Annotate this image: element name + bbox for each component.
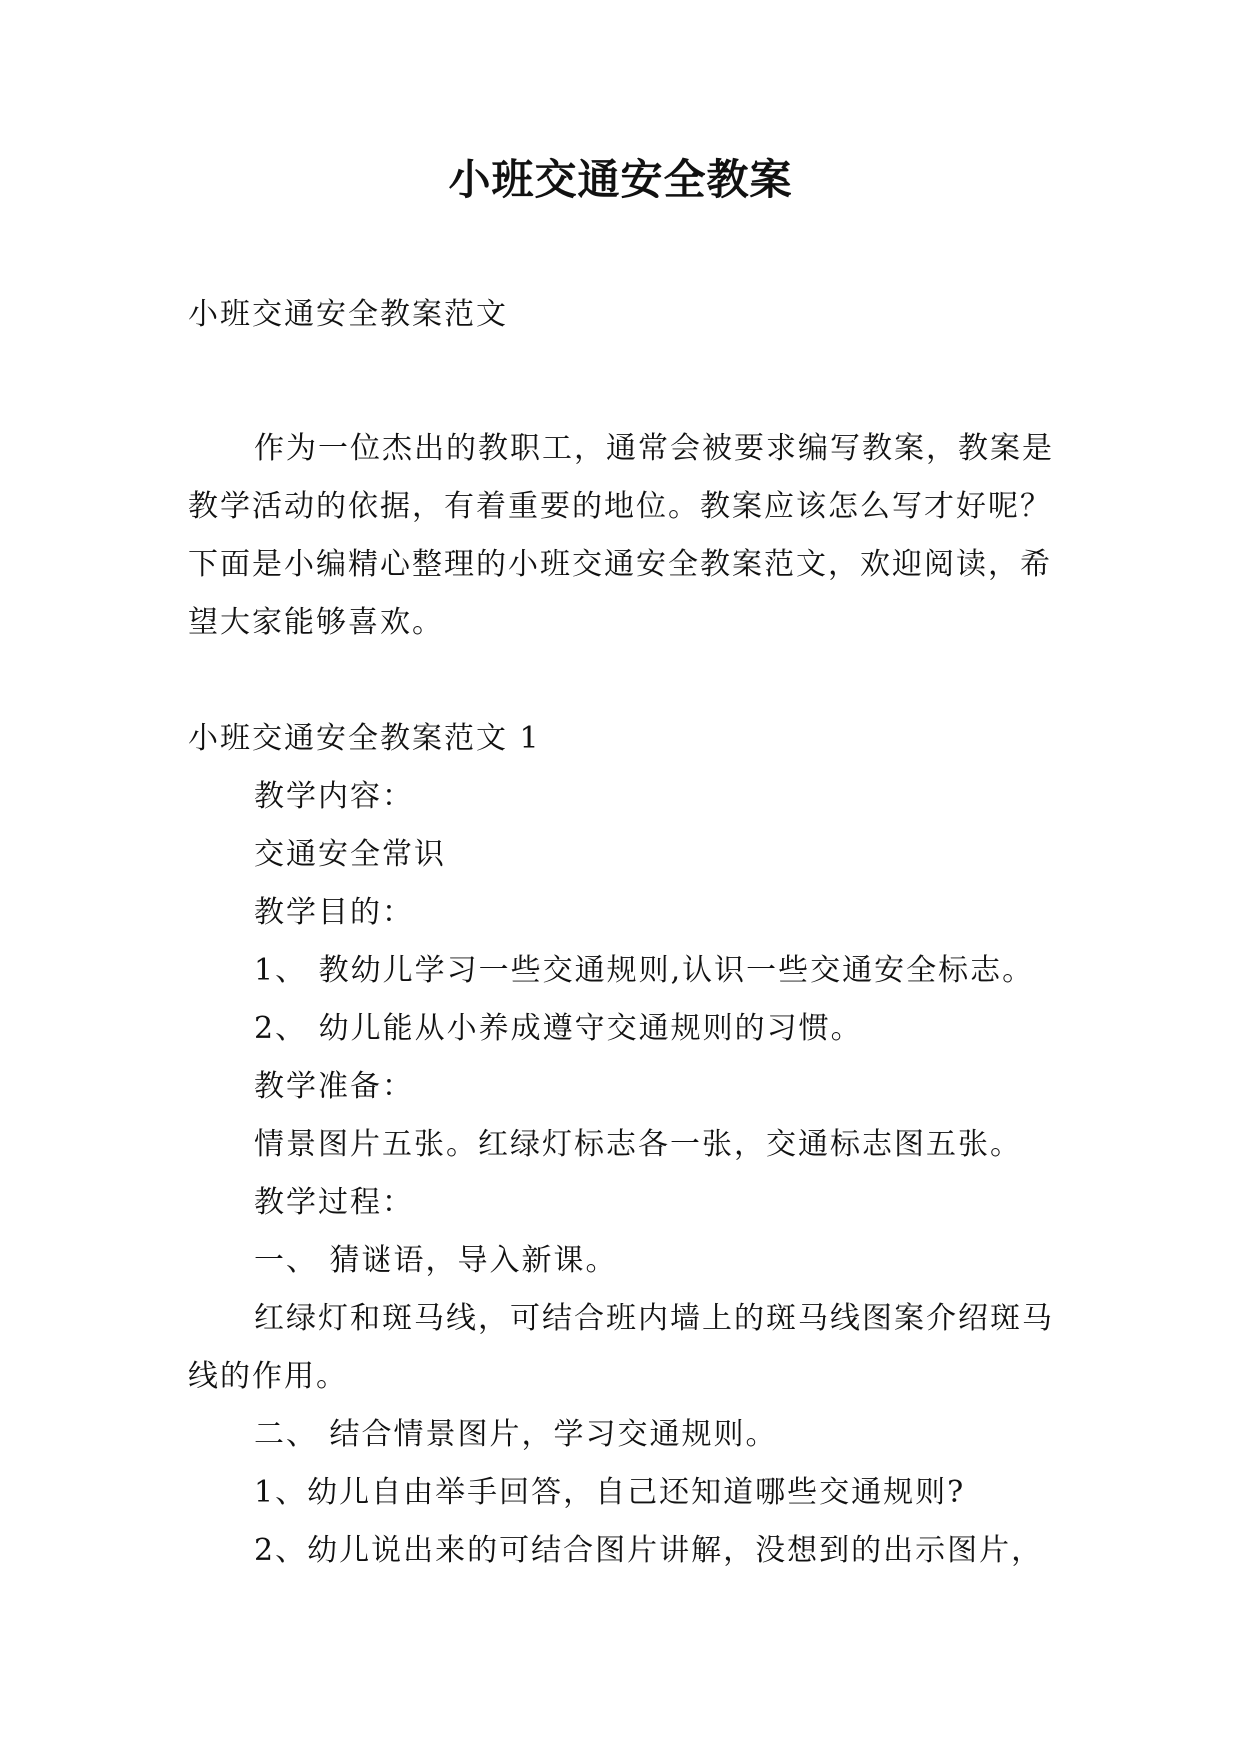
step-1-detail: 红绿灯和斑马线，可结合班内墙上的斑马线图案介绍斑马线的作用。 (188, 1301, 1054, 1394)
content-label: 教学内容： (254, 779, 414, 814)
step-2-item-2: 2、幼儿说出来的可结合图片讲解，没想到的出示图片， (254, 1533, 1044, 1568)
goal-label: 教学目的： (254, 895, 414, 930)
content-value: 交通安全常识 (254, 837, 446, 872)
process-label: 教学过程： (254, 1185, 414, 1220)
document-subtitle: 小班交通安全教案范文 (188, 297, 508, 332)
goal-item-2: 2、 幼儿能从小养成遵守交通规则的习惯。 (254, 1011, 863, 1046)
intro-paragraph: 作为一位杰出的教职工，通常会被要求编写教案，教案是教学活动的依据，有着重要的地位。教案应该怎么写才好呢？下面是小编精心整理的小班交通安全教案范文，欢迎阅读，希望大家能够喜欢。 (188, 431, 1054, 640)
step-2-heading: 二、 结合情景图片，学习交通规则。 (254, 1417, 778, 1452)
document-title: 小班交通安全教案 (448, 155, 793, 204)
step-1-heading: 一、 猜谜语，导入新课。 (254, 1243, 618, 1278)
section-heading: 小班交通安全教案范文 1 (188, 721, 541, 756)
prep-value: 情景图片五张。红绿灯标志各一张，交通标志图五张。 (254, 1127, 1022, 1162)
document-body (188, 285, 1058, 1580)
step-2-item-1: 1、幼儿自由举手回答，自己还知道哪些交通规则? (254, 1475, 966, 1510)
prep-label: 教学准备： (254, 1069, 414, 1104)
goal-item-1: 1、 教幼儿学习一些交通规则,认识一些交通安全标志。 (254, 953, 1035, 988)
